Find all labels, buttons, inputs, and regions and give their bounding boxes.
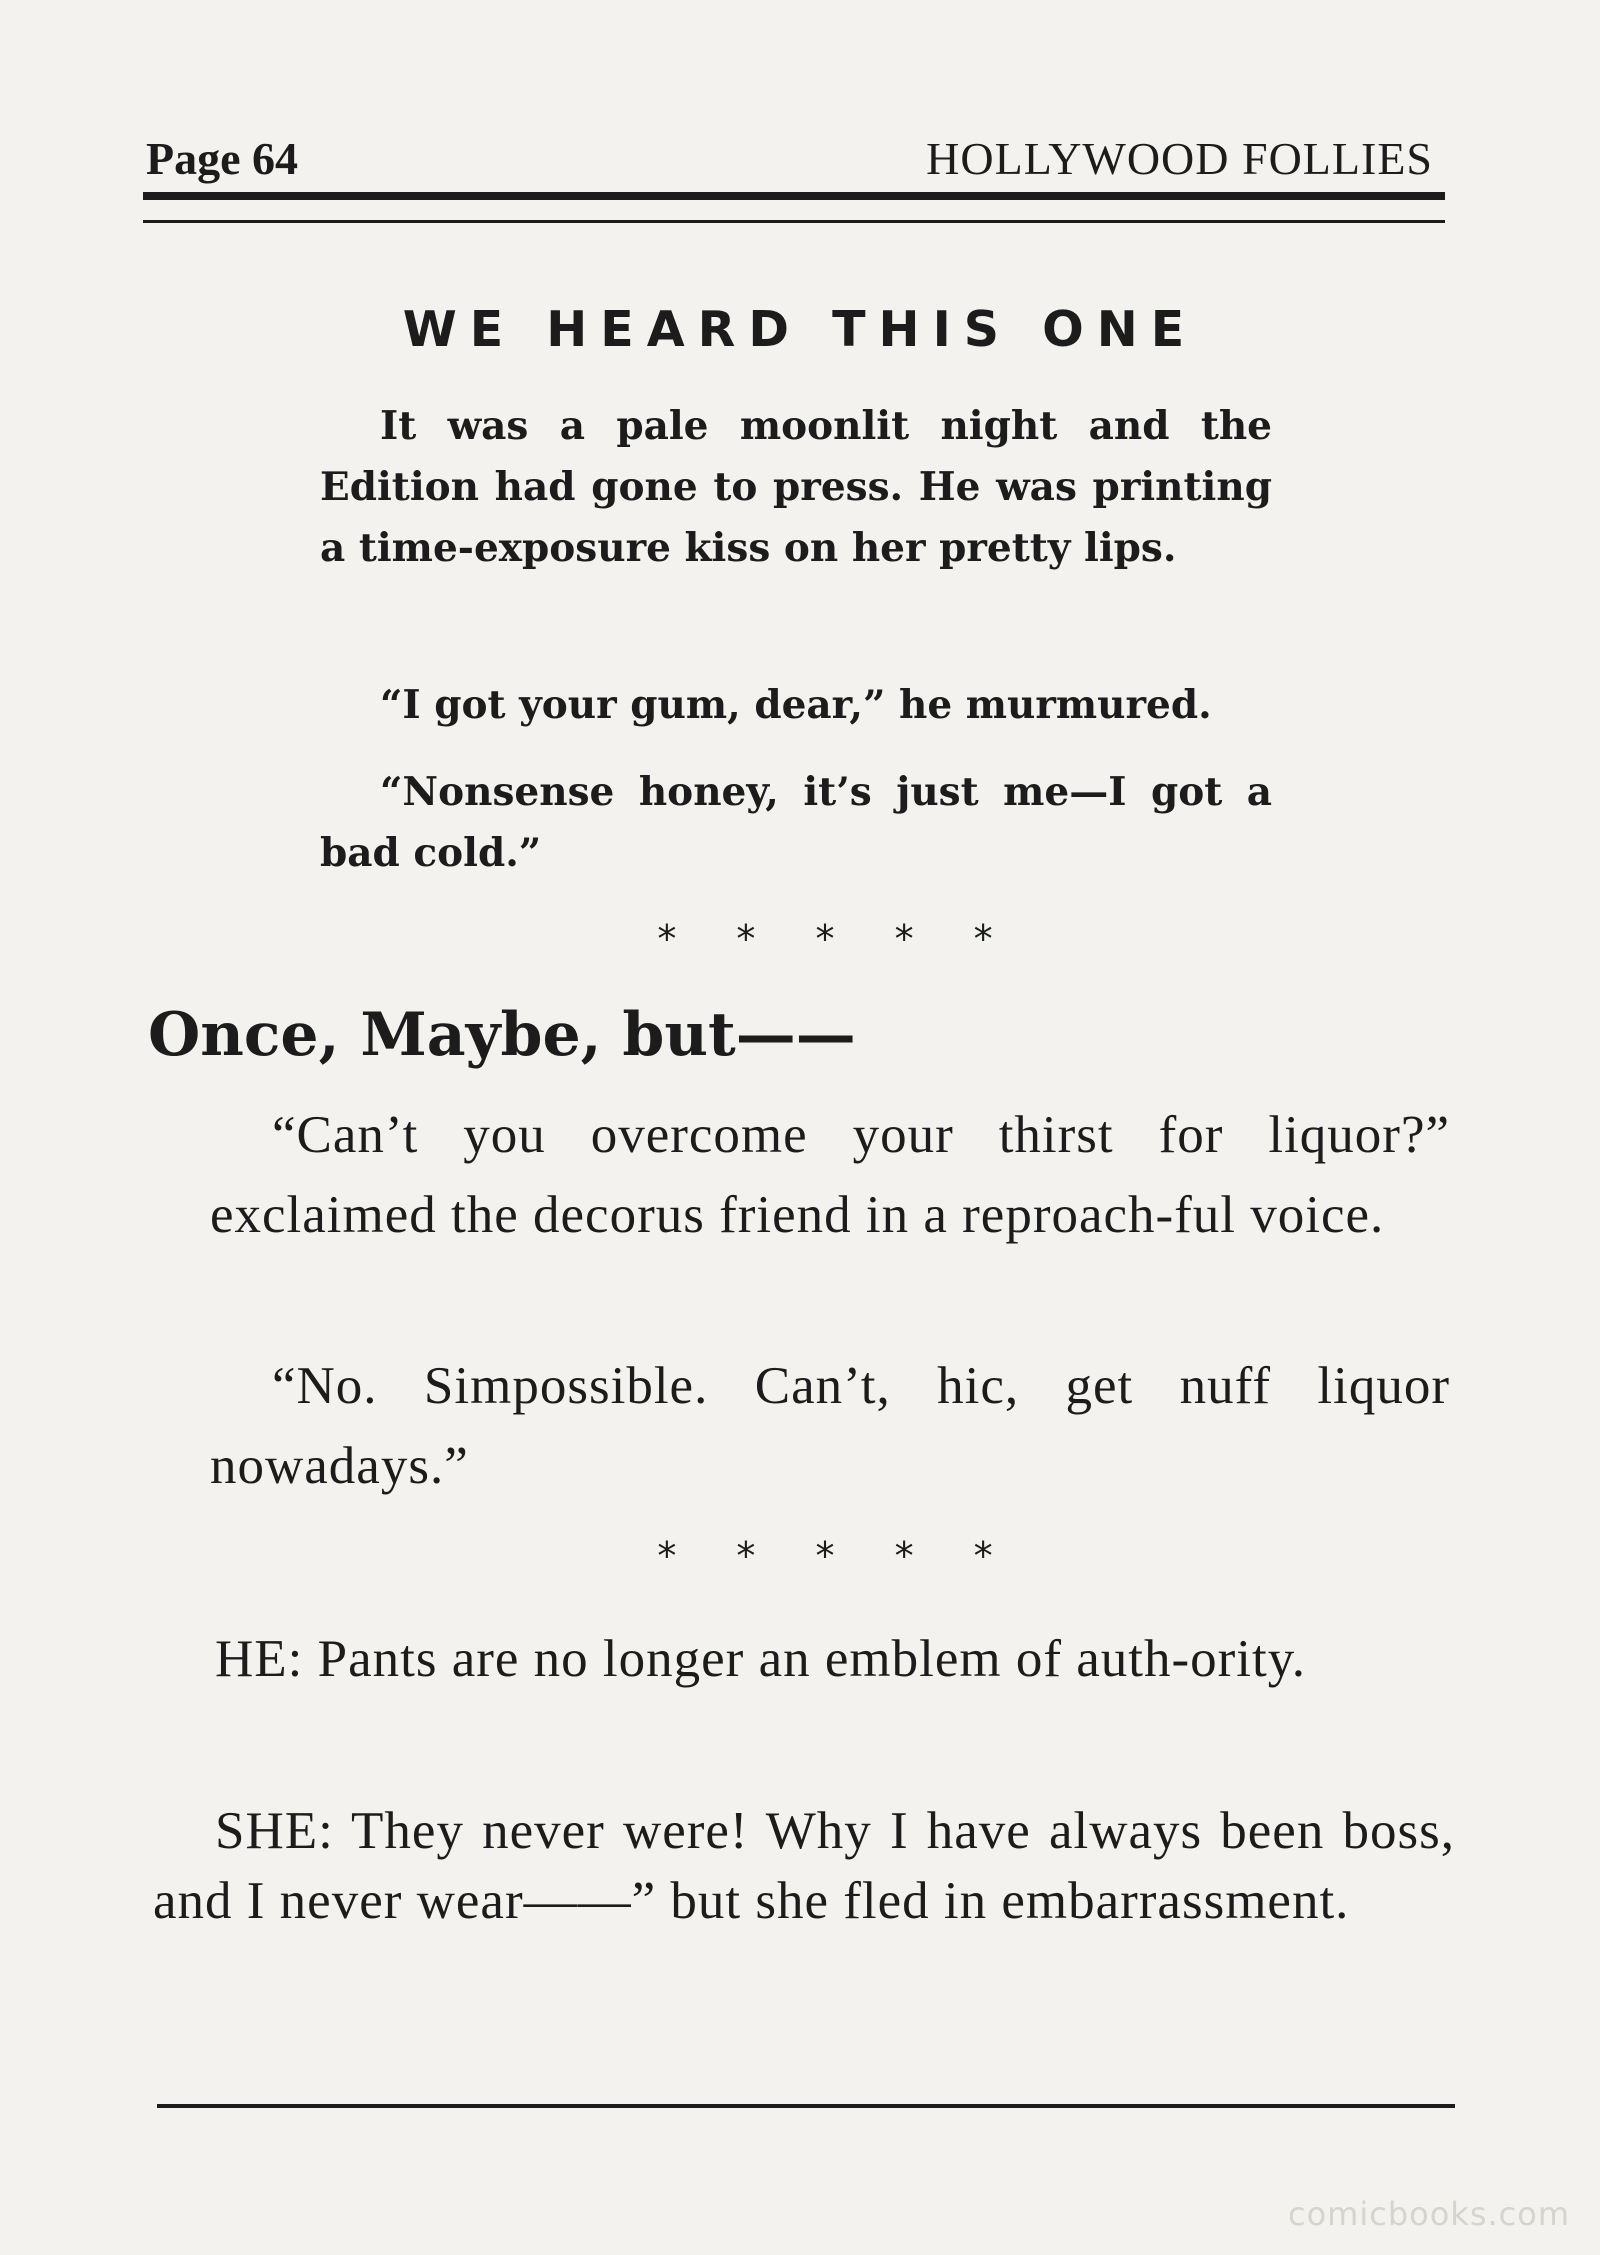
joke-1-paragraph-2: “I got your gum, dear,” he murmured. (380, 682, 1212, 728)
publication-title: HOLLYWOOD FOLLIES (926, 133, 1433, 184)
watermark: comicbooks.com (1287, 2195, 1570, 2233)
joke-2-paragraph-2: “No. Simpossible. Can’t, hic, get nuff liquor nowadays.” (210, 1357, 1450, 1495)
asterisk-separator: * * * * * (657, 917, 993, 961)
header-rule-thin (143, 220, 1445, 223)
section-title-we-heard-this-one: WE HEARD THIS ONE (402, 301, 1198, 358)
joke-3-she-line: SHE: They never were! Why I have always been boss, and I never wear——” but she fled in embarrassment. (153, 1802, 1455, 1930)
footer-rule (157, 2104, 1455, 2108)
joke-2-paragraph-1: “Can’t you overcome your thirst for liquor?” exclaimed the decorus friend in a reproach-ful voice. (210, 1106, 1450, 1244)
asterisk-separator: * * * * * (657, 1534, 993, 1578)
joke-1-paragraph-1: It was a pale moonlit night and the Edition had gone to press. He was printing a time-exposure kiss on her pretty lips. (320, 403, 1272, 571)
joke-1-paragraph-3: “Nonsense honey, it’s just me—I got a bad cold.” (320, 769, 1272, 876)
section-title-once-maybe-but: Once, Maybe, but—— (148, 1000, 856, 1070)
page-number: Page 64 (146, 133, 299, 184)
joke-3-he-line: HE: Pants are no longer an emblem of auth-ority. (215, 1630, 1307, 1688)
header-rule-thick (143, 192, 1445, 200)
